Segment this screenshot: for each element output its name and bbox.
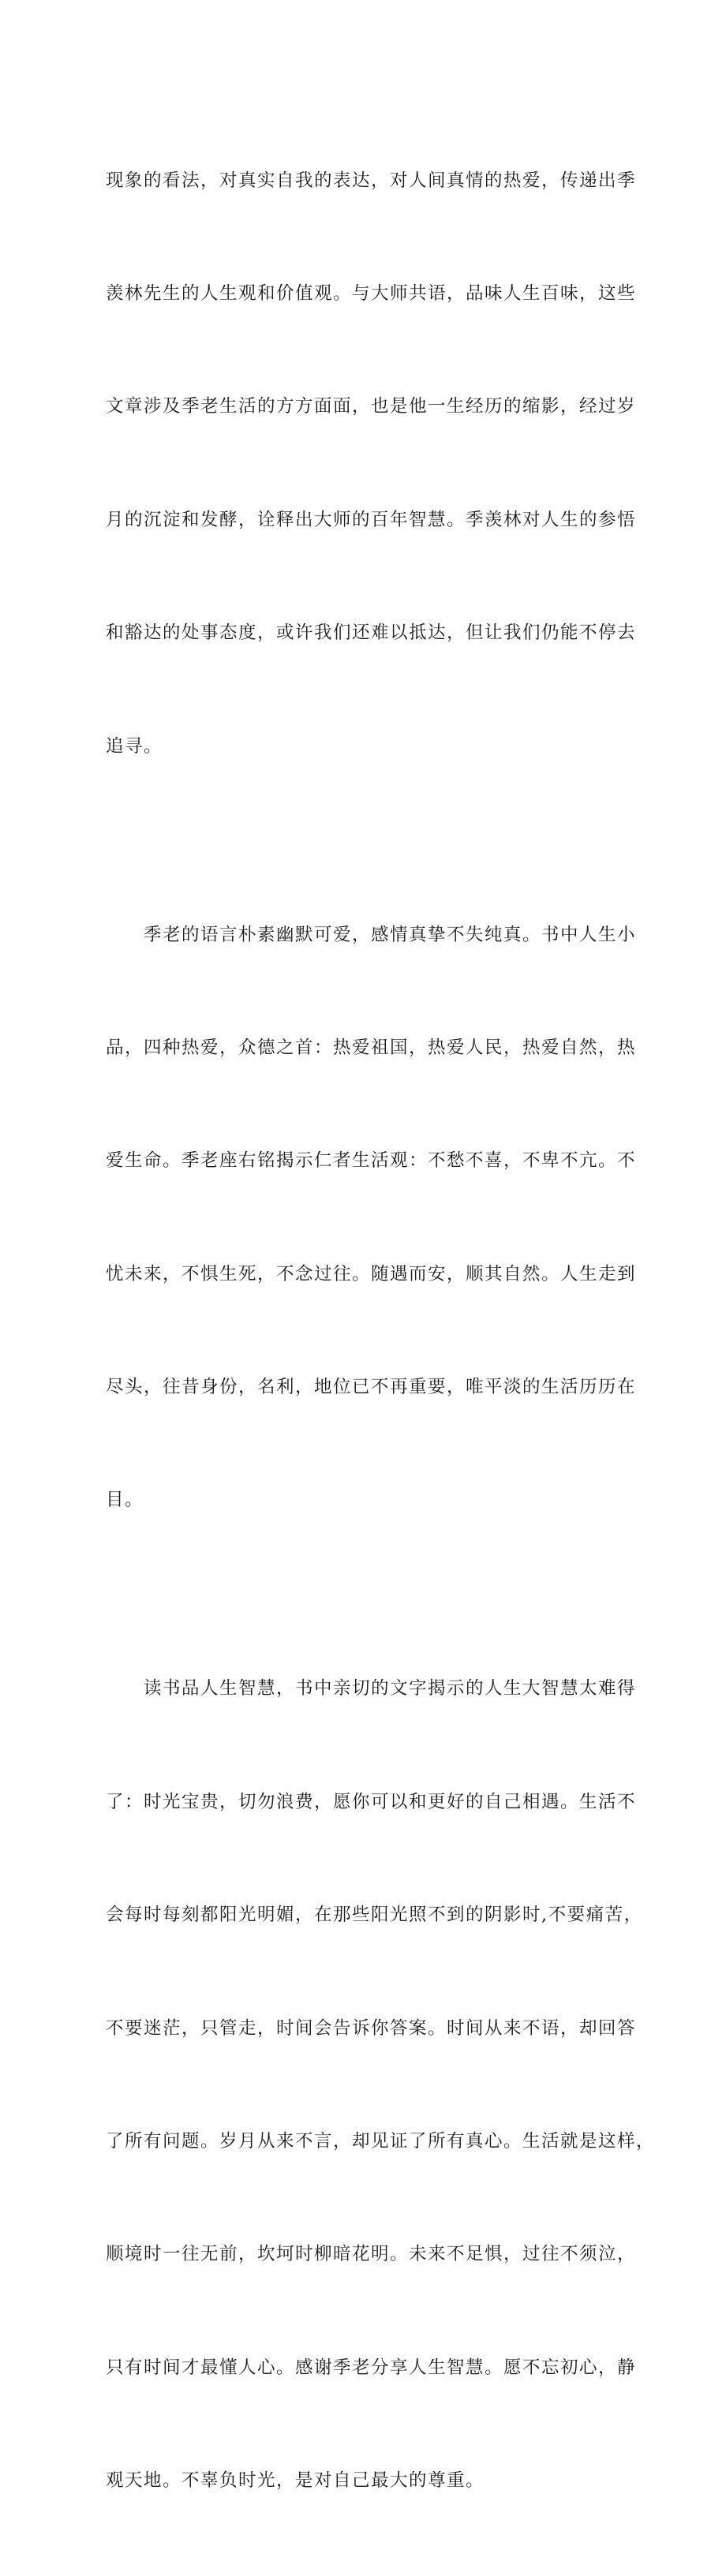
- body-text: [106, 87, 656, 2576]
- text-line: 不要迷茫，只管走，时间会告诉你答案。时间从来不语，却回答: [106, 2017, 637, 2039]
- text-line: 了：时光宝贵，切勿浪费，愿你可以和更好的自己相遇。生活不: [106, 1791, 637, 1812]
- text-line: 忧未来，不惧生死，不念过往。随遇而安，顺其自然。人生走到: [106, 1263, 637, 1284]
- text-line: 顺境时一往无前，坎坷时柳暗花明。未来不足惧，过往不须泣，: [106, 2244, 637, 2265]
- text-line: 追寻。: [106, 735, 163, 757]
- text-line: 了所有问题。岁月从来不言，却见证了所有真心。生活就是这样，: [106, 2131, 656, 2152]
- text-line: 会每时每刻都阳光明媚，在那些阳光照不到的阴影时,不要痛苦，: [106, 1905, 643, 1926]
- text-line: 月的沉淀和发酵，诠释出大师的百年智慧。季羡林对人生的参悟: [106, 509, 637, 530]
- paragraph-3: [106, 1595, 656, 2576]
- text-line: 只有时间才最懂人心。感谢季老分享人生智慧。愿不忘初心，静: [106, 2357, 637, 2378]
- text-line: 尽头，往昔身份，名利，地位已不再重要，唯平淡的生活历历在: [106, 1377, 637, 1398]
- text-line: 季老的语言朴素幽默可爱，感情真挚不失纯真。书中人生小: [106, 924, 637, 945]
- text-line: 目。: [106, 1490, 144, 1511]
- text-line: 读书品人生智慧，书中亲切的文字揭示的人生大智慧太难得: [106, 1678, 637, 1699]
- text-line: 品，四种热爱，众德之首：热爱祖国，热爱人民，热爱自然，热: [106, 1037, 637, 1058]
- text-line: 和豁达的处事态度，或许我们还难以抵达，但让我们仍能不停去: [106, 623, 637, 644]
- paragraph-1: [106, 87, 637, 841]
- paragraph-2: [106, 841, 637, 1595]
- text-line: 观天地。不辜负时光，是对自己最大的尊重。: [106, 2470, 485, 2492]
- text-line: 羡林先生的人生观和价值观。与大师共语，品味人生百味，这些: [106, 282, 637, 304]
- text-line: 爱生命。季老座右铭揭示仁者生活观：不愁不喜，不卑不亢。不: [106, 1150, 637, 1172]
- text-line: 现象的看法，对真实自我的表达，对人间真情的热爱，传递出季: [106, 170, 637, 191]
- text-line: 文章涉及季老生活的方方面面，也是他一生经历的缩影，经过岁: [106, 396, 637, 417]
